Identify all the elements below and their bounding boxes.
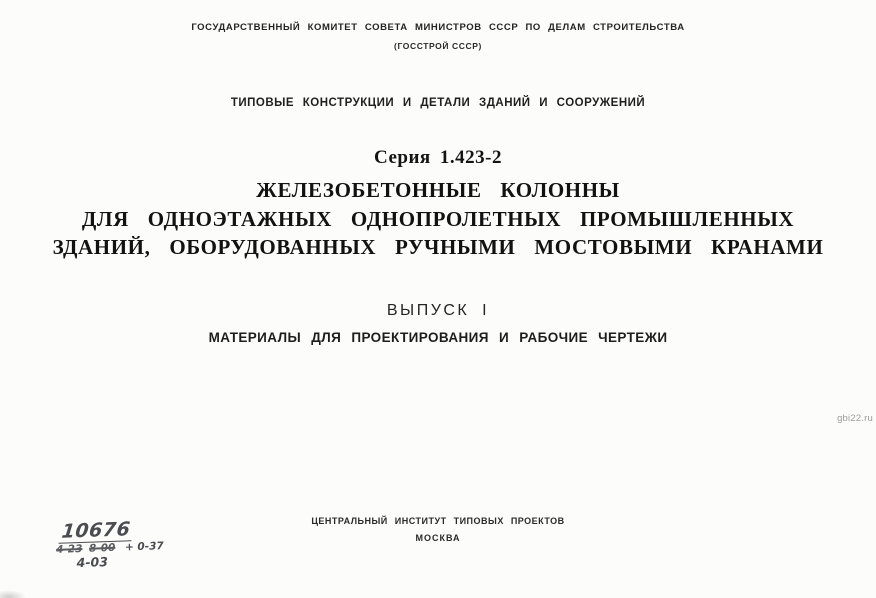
stamp-added-value: + 0-37	[124, 540, 164, 554]
main-title-line2: ДЛЯ ОДНОЭТАЖНЫХ ОДНОПРОЛЕТНЫХ ПРОМЫШЛЕННЫХ	[81, 206, 795, 231]
site-watermark: gbi22.ru	[837, 413, 873, 424]
issue-subtitle: МАТЕРИАЛЫ ДЛЯ ПРОЕКТИРОВАНИЯ И РАБОЧИЕ ЧЕРТЕЖИ	[208, 330, 668, 345]
handwritten-inventory-stamp	[55, 519, 164, 570]
committee-header-line1: ГОСУДАРСТВЕННЫЙ КОМИТЕТ СОВЕТА МИНИСТРОВ СССР ПО ДЕЛАМ СТРОИТЕЛЬСТВА	[191, 22, 685, 33]
series-subject-line: ТИПОВЫЕ КОНСТРУКЦИИ И ДЕТАЛИ ЗДАНИЙ И СООРУЖЕНИЙ	[230, 97, 646, 109]
committee-header-line2: (ГОССТРОЙ СССР)	[394, 41, 482, 51]
issue-label: ВЫПУСК I	[386, 302, 490, 319]
stamp-inventory-number: 10676	[58, 520, 133, 544]
main-title-line1: ЖЕЛЕЗОБЕТОННЫЕ КОЛОННЫ	[256, 178, 620, 202]
stamp-crossed-value-1: 4-23	[55, 542, 83, 556]
stamp-bottom-value: 4-03	[76, 553, 109, 570]
publisher-city: МОСКВА	[415, 533, 461, 543]
main-title-line3: ЗДАНИЙ, ОБОРУДОВАННЫХ РУЧНЫМИ МОСТОВЫМИ КРАНАМИ	[52, 235, 824, 259]
series-number: Серия 1.423-2	[373, 147, 502, 168]
stamp-crossed-value-2: 8-00	[88, 541, 116, 555]
publisher-name: ЦЕНТРАЛЬНЫЙ ИНСТИТУТ ТИПОВЫХ ПРОЕКТОВ	[311, 516, 565, 526]
main-title	[0, 176, 876, 262]
